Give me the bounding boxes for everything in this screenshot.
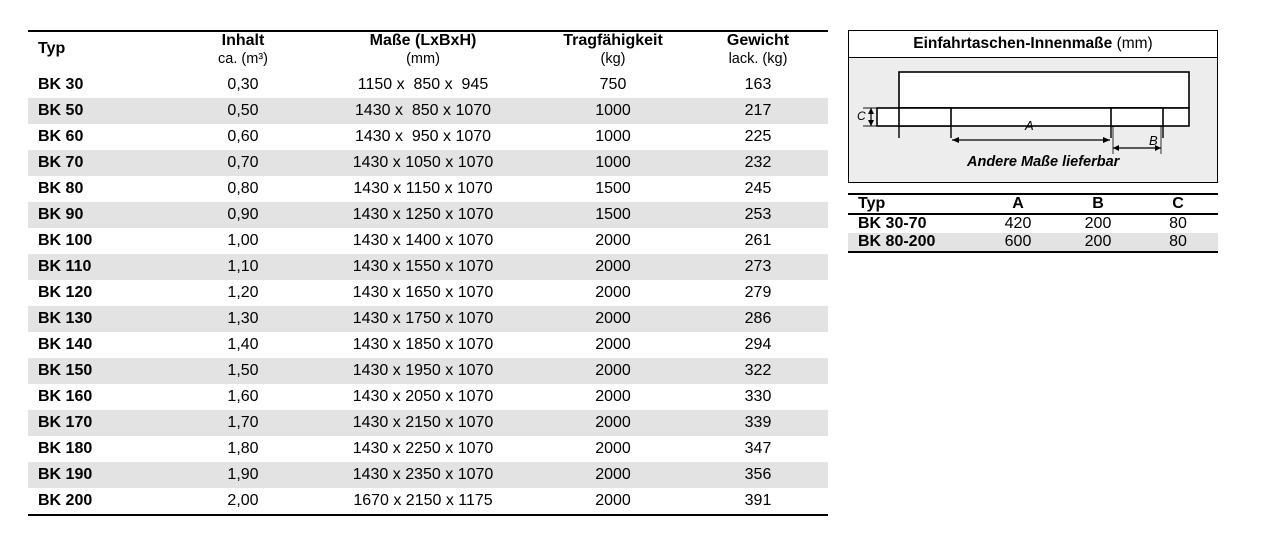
- dim-cell-b: 200: [1058, 233, 1138, 252]
- header-title-masse: Maße (LxBxH): [369, 32, 477, 49]
- cell-tragfaehigkeit: 2000: [595, 388, 631, 406]
- table-row: [28, 124, 828, 150]
- cell-gewicht: 225: [744, 128, 772, 146]
- figure-label-a: A: [1025, 118, 1034, 133]
- table-row: [28, 358, 828, 384]
- dim-header-c: C: [1138, 194, 1218, 214]
- cell-typ: BK 100: [38, 232, 93, 250]
- cell-inhalt: 1,90: [227, 466, 259, 484]
- cell-typ: BK 170: [38, 414, 93, 432]
- cell-tragfaehigkeit: 1500: [595, 206, 631, 224]
- dim-header-b: B: [1058, 194, 1138, 214]
- cell-inhalt: 0,60: [227, 128, 259, 146]
- cell-masse: 1430 x 1950 x 1070: [352, 362, 494, 380]
- dim-header-a: A: [978, 194, 1058, 214]
- table-row: [28, 410, 828, 436]
- cell-masse: 1430 x 1250 x 1070: [352, 206, 494, 224]
- cell-typ: BK 90: [38, 206, 84, 224]
- table-row: [28, 332, 828, 358]
- cell-masse: 1430 x 1400 x 1070: [352, 232, 494, 250]
- header-sub-typ: [38, 59, 178, 64]
- cell-gewicht: 339: [744, 414, 772, 432]
- cell-gewicht: 391: [688, 488, 828, 515]
- header-cell-tragfaehigkeit: [538, 31, 688, 72]
- table-row: [28, 280, 828, 306]
- dim-cell-typ: BK 80-200: [848, 233, 978, 252]
- cell-gewicht: 253: [744, 206, 772, 224]
- cell-tragfaehigkeit: 2000: [538, 488, 688, 515]
- cell-masse: 1430 x 950 x 1070: [354, 128, 492, 146]
- specification-table-container: [28, 30, 828, 516]
- table-row: [28, 306, 828, 332]
- cell-masse: 1430 x 1750 x 1070: [352, 310, 494, 328]
- cell-inhalt: 2,00: [178, 488, 308, 515]
- cell-gewicht: 347: [744, 440, 772, 458]
- table-row: [28, 254, 828, 280]
- dim-cell-a: 600: [978, 233, 1058, 252]
- cell-typ: BK 120: [38, 284, 93, 302]
- cell-typ: BK 160: [38, 388, 93, 406]
- table-row: [28, 176, 828, 202]
- cell-gewicht: 330: [744, 388, 772, 406]
- cell-tragfaehigkeit: 2000: [595, 440, 631, 458]
- cell-typ: BK 70: [38, 154, 84, 172]
- cell-tragfaehigkeit: 2000: [595, 336, 631, 354]
- cell-inhalt: 0,80: [227, 180, 259, 198]
- cell-typ: BK 130: [38, 310, 93, 328]
- cell-inhalt: 1,50: [227, 362, 259, 380]
- cell-inhalt: 1,70: [227, 414, 259, 432]
- cell-tragfaehigkeit: 2000: [595, 232, 631, 250]
- cell-tragfaehigkeit: 750: [599, 76, 627, 94]
- cell-masse: 1150 x 850 x 945: [357, 76, 489, 94]
- cell-masse: 1430 x 2250 x 1070: [352, 440, 494, 458]
- cell-masse: 1430 x 2150 x 1070: [352, 414, 494, 432]
- panel-title: [848, 30, 1218, 57]
- cell-inhalt: 1,60: [227, 388, 259, 406]
- table-row: [28, 462, 828, 488]
- header-title-inhalt: Inhalt: [221, 32, 265, 49]
- specification-table: [28, 30, 828, 516]
- cell-masse: 1430 x 1050 x 1070: [352, 154, 494, 172]
- dim-cell-c: 80: [1138, 233, 1218, 252]
- table-row: [28, 72, 828, 98]
- cell-masse: 1430 x 2050 x 1070: [352, 388, 494, 406]
- cell-gewicht: 273: [744, 258, 772, 276]
- cell-inhalt: 0,50: [227, 102, 259, 120]
- cell-typ: BK 110: [38, 258, 92, 276]
- pocket-dimension-table: [848, 193, 1218, 253]
- header-sub-inhalt: ca. (m³): [218, 51, 268, 68]
- cell-gewicht: 279: [744, 284, 772, 302]
- cell-masse: 1430 x 1850 x 1070: [352, 336, 494, 354]
- cell-masse: 1430 x 1550 x 1070: [352, 258, 494, 276]
- cell-inhalt: 1,80: [227, 440, 259, 458]
- cell-inhalt: 0,30: [227, 76, 259, 94]
- cell-typ: BK 150: [38, 362, 93, 380]
- table-row: [28, 98, 828, 124]
- table-row: [28, 228, 828, 254]
- cell-inhalt: 1,30: [227, 310, 259, 328]
- cell-typ: BK 80: [38, 180, 84, 198]
- figure-note: Andere Maße lieferbar: [967, 154, 1120, 170]
- cell-gewicht: 286: [744, 310, 772, 328]
- cell-inhalt: 0,70: [227, 154, 259, 172]
- table-row: [28, 488, 828, 515]
- cell-tragfaehigkeit: 1000: [595, 102, 631, 120]
- table-row: [28, 202, 828, 228]
- dim-header-typ: Typ: [848, 194, 978, 214]
- cell-gewicht: 245: [744, 180, 772, 198]
- loading-pocket-panel: [848, 30, 1218, 253]
- dim-cell-typ: BK 30-70: [858, 215, 927, 232]
- cell-tragfaehigkeit: 2000: [595, 414, 631, 432]
- cell-gewicht: 217: [744, 102, 772, 120]
- pocket-diagram: [848, 57, 1218, 183]
- header-sub-gewicht: lack. (kg): [728, 51, 788, 68]
- cell-gewicht: 232: [744, 154, 772, 172]
- cell-tragfaehigkeit: 1000: [595, 154, 631, 172]
- header-title-typ: Typ: [38, 40, 66, 58]
- cell-masse: 1430 x 1650 x 1070: [352, 284, 494, 302]
- table-row: [28, 150, 828, 176]
- cell-tragfaehigkeit: 2000: [595, 258, 631, 276]
- header-cell-masse: [308, 31, 538, 72]
- table-row: [28, 384, 828, 410]
- table-row: [28, 436, 828, 462]
- cell-typ: BK 140: [38, 336, 93, 354]
- cell-inhalt: 0,90: [227, 206, 259, 224]
- header-cell-gewicht: [688, 31, 828, 72]
- dim-cell-a: 420: [1004, 215, 1032, 232]
- cell-masse: 1430 x 2350 x 1070: [352, 466, 494, 484]
- panel-title-unit: (mm): [1116, 35, 1153, 52]
- header-cell-typ: [28, 31, 178, 72]
- cell-typ: BK 190: [38, 466, 93, 484]
- figure-label-c: C: [857, 109, 866, 123]
- dim-cell-c: 80: [1169, 215, 1187, 232]
- panel-title-text: Einfahrtaschen-Innenmaße: [913, 35, 1113, 52]
- header-sub-tragfaehigkeit: (kg): [600, 51, 626, 68]
- table-header-row: [28, 31, 828, 72]
- cell-gewicht: 322: [744, 362, 772, 380]
- cell-tragfaehigkeit: 2000: [595, 362, 631, 380]
- dim-cell-b: 200: [1084, 215, 1112, 232]
- header-sub-masse: (mm): [406, 51, 440, 68]
- header-title-gewicht: Gewicht: [726, 32, 790, 49]
- cell-gewicht: 356: [744, 466, 772, 484]
- cell-tragfaehigkeit: 2000: [595, 284, 631, 302]
- dimension-row: [848, 233, 1218, 252]
- dimension-header-row: [848, 194, 1218, 214]
- cell-gewicht: 294: [744, 336, 772, 354]
- cell-tragfaehigkeit: 1500: [595, 180, 631, 198]
- cell-typ: BK 30: [38, 76, 84, 94]
- cell-typ: BK 180: [38, 440, 93, 458]
- cell-masse: 1430 x 850 x 1070: [354, 102, 492, 120]
- dimension-row: [848, 214, 1218, 233]
- cell-tragfaehigkeit: 1000: [595, 128, 631, 146]
- cell-inhalt: 1,20: [227, 284, 259, 302]
- cell-gewicht: 163: [744, 76, 772, 94]
- cell-inhalt: 1,10: [227, 258, 259, 276]
- cell-typ: BK 50: [38, 102, 84, 120]
- cell-masse: 1430 x 1150 x 1070: [353, 180, 493, 198]
- cell-typ: BK 200: [28, 488, 178, 515]
- figure-label-b: B: [1149, 133, 1158, 148]
- cell-masse: 1670 x 2150 x 1175: [308, 488, 538, 515]
- cell-typ: BK 60: [38, 128, 84, 146]
- cell-gewicht: 261: [744, 232, 772, 250]
- cell-tragfaehigkeit: 2000: [595, 466, 631, 484]
- header-title-tragfaehigkeit: Tragfähigkeit: [563, 32, 663, 49]
- cell-inhalt: 1,00: [227, 232, 259, 250]
- header-cell-inhalt: [178, 31, 308, 72]
- cell-tragfaehigkeit: 2000: [595, 310, 631, 328]
- cell-inhalt: 1,40: [227, 336, 259, 354]
